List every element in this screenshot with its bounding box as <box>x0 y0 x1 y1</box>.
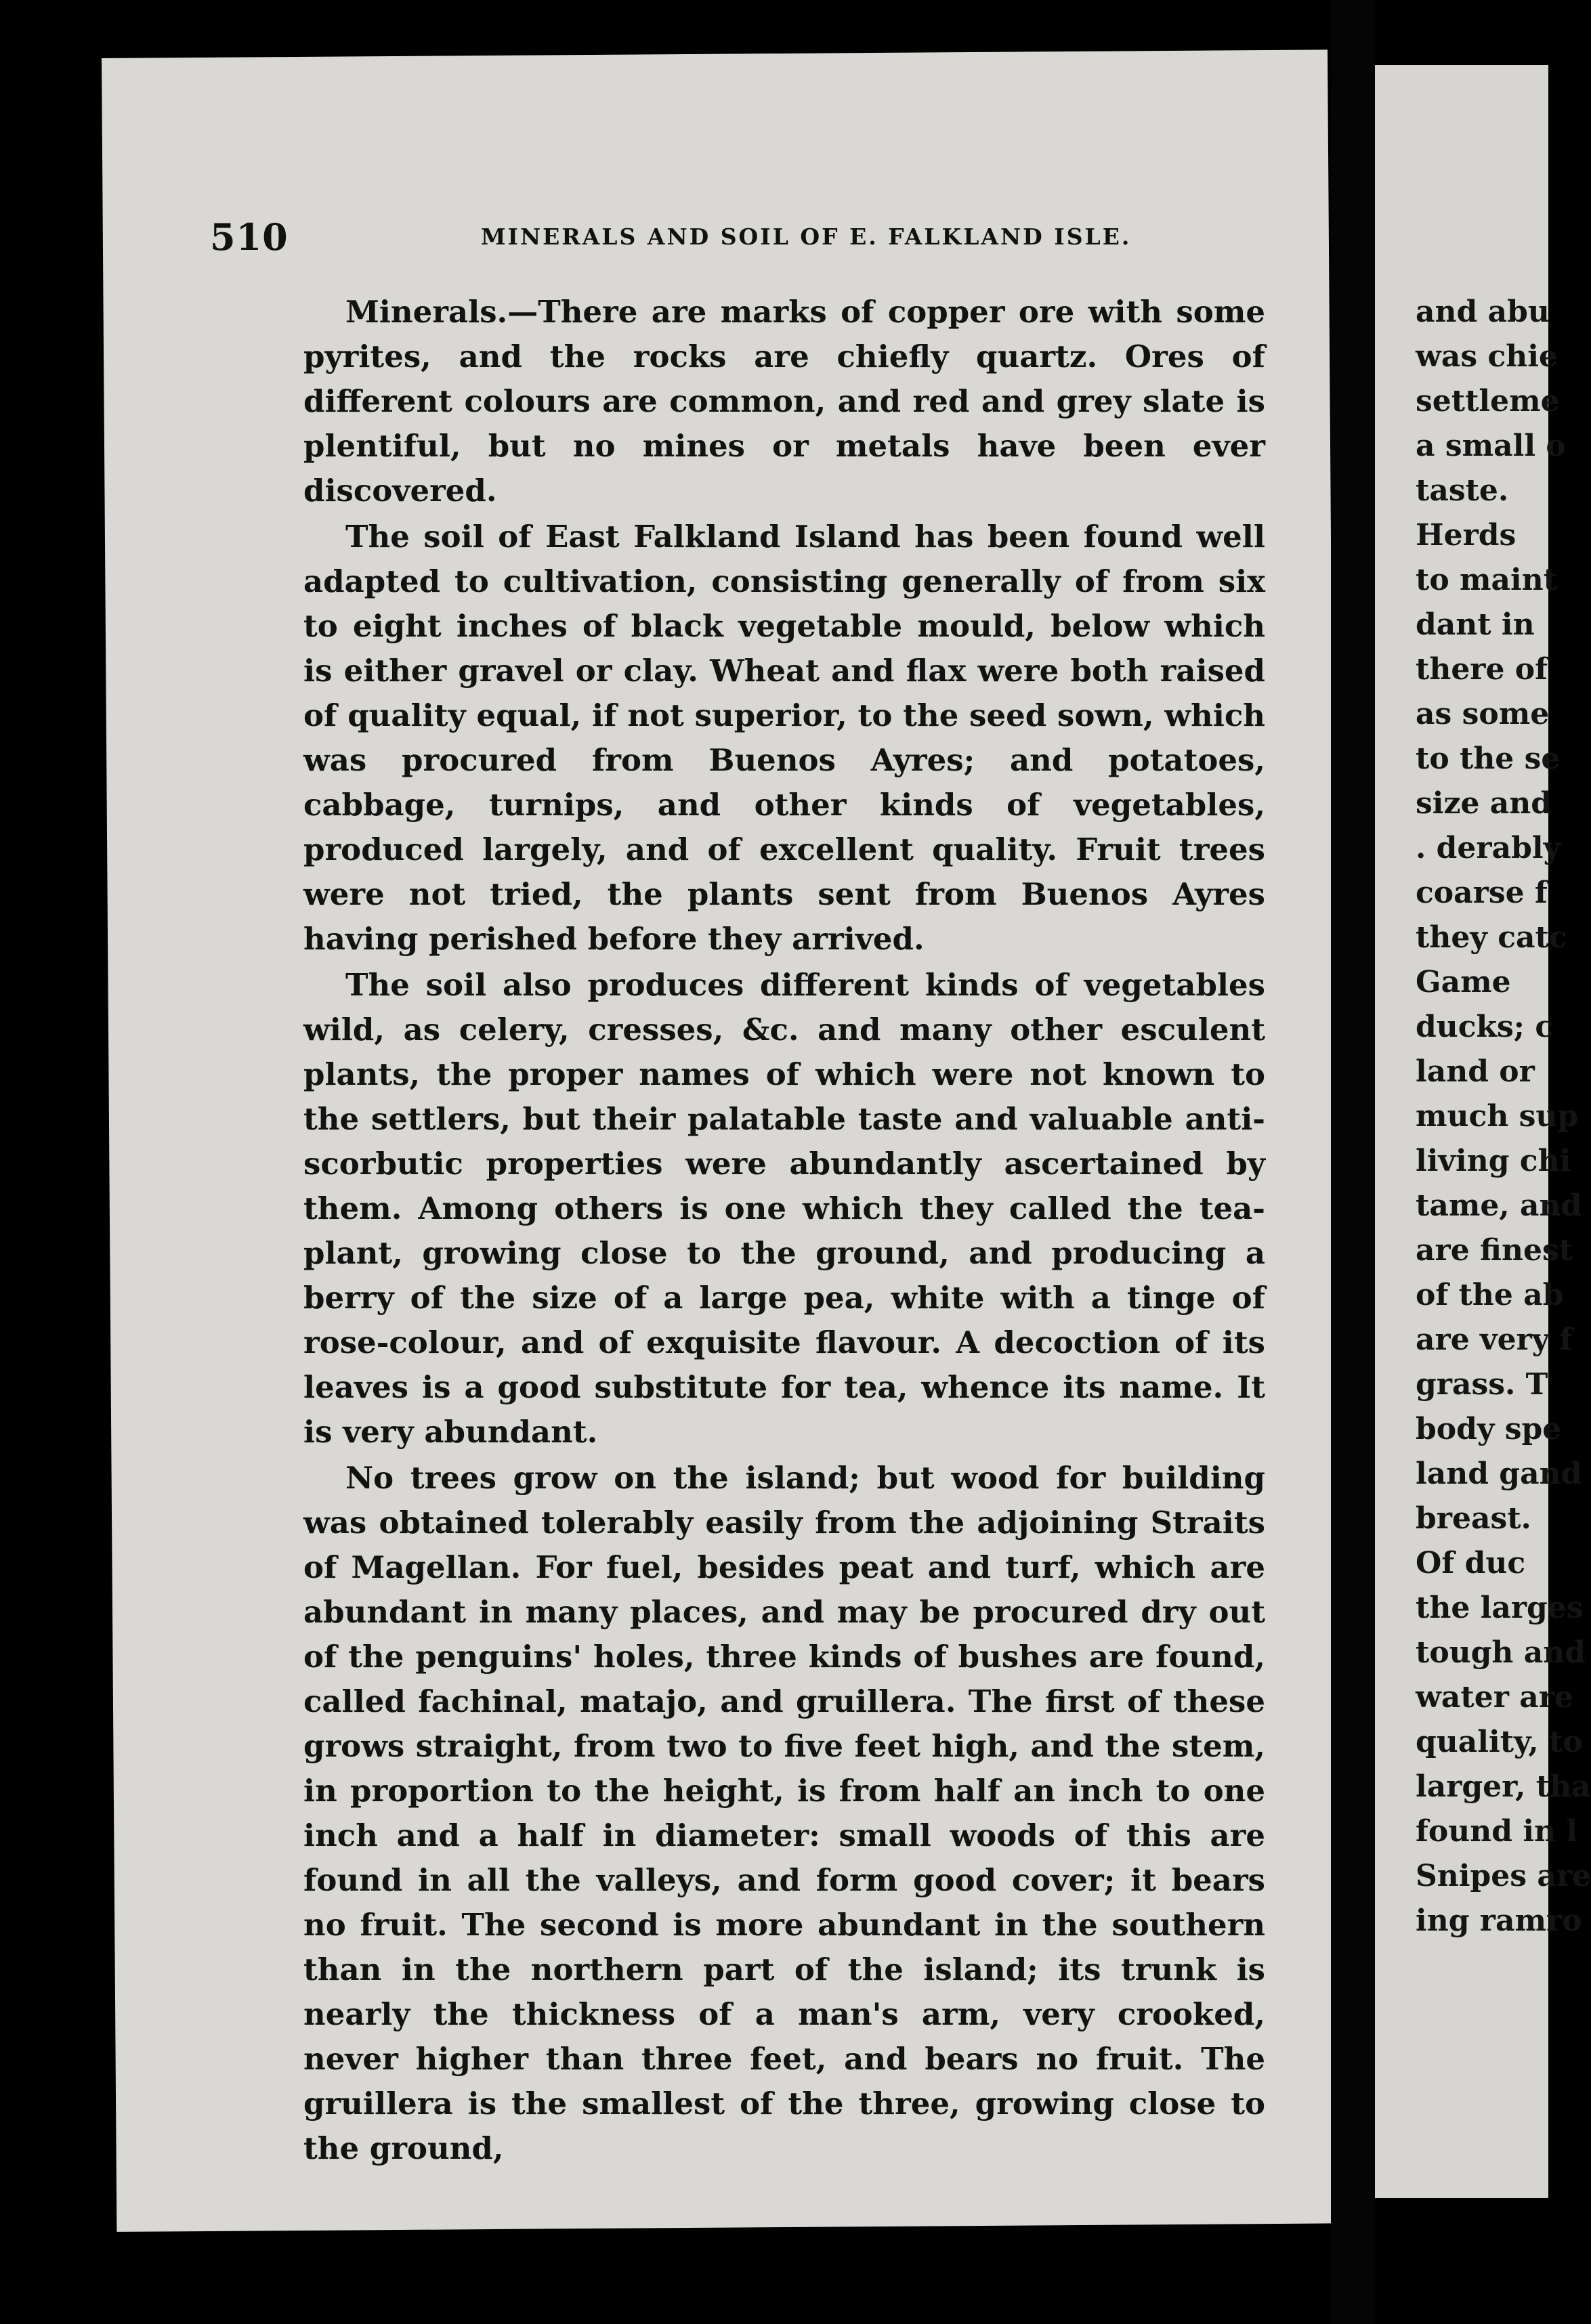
right-page-line: tough and <box>1416 1635 1586 1670</box>
right-page-line: Herds <box>1416 518 1516 553</box>
right-page-line: ing ramro <box>1416 1903 1582 1938</box>
right-page-line: coarse f <box>1416 876 1548 910</box>
right-page-line: quality, to <box>1416 1725 1583 1759</box>
right-page-line: and abu <box>1416 295 1550 329</box>
paragraph-trees-fuel: No trees grow on the island; but wood for building was obtained tolerably easily from the adjoining Straits of Magellan. For fuel, besides peat and turf, which are abundant in many places, and may be procured dry out of the penguins' holes, three kinds of bushes are found, called fachinal, matajo, and gruillera. The first of these grows straight, from two to five feet high, and the stem, in proportion to the height, is from half an inch to one inch and a half in diameter: small woods of this are found in all the valleys, and form good cover; it bears no fruit. The second is more abundant in the southern than in the northern part of the island; its trunk is nearly the thickness of a man's arm, very crooked, never higher than three feet, and bears no fruit. The gruillera is the smallest of the three, growing close to the ground, <box>303 1460 1265 2166</box>
right-page-line: to maint <box>1416 563 1558 597</box>
right-page-line: larger, tha <box>1416 1769 1591 1804</box>
book-gutter <box>1331 0 1375 2324</box>
right-page-line: living chi <box>1416 1144 1571 1178</box>
page-number: 510 <box>210 215 289 259</box>
right-page-line: grass. T <box>1416 1367 1548 1402</box>
right-page-line: there of <box>1416 652 1548 687</box>
right-page-line: Of duc <box>1416 1546 1526 1580</box>
right-page-line: of the ab <box>1416 1278 1564 1312</box>
right-page-line: land or <box>1416 1054 1535 1089</box>
right-page-line: taste. <box>1416 473 1509 508</box>
right-page-line: tame, and <box>1416 1188 1582 1223</box>
right-page-line: water are <box>1416 1680 1573 1715</box>
right-page-line: ducks; c <box>1416 1010 1554 1044</box>
right-page-line: a small o <box>1416 429 1566 463</box>
running-head: MINERALS AND SOIL OF E. FALKLAND ISLE. <box>481 223 1132 250</box>
paragraph-minerals: Minerals.—There are marks of copper ore with some pyrites, and the rocks are chiefly quartz. Ores of different colours are common, and red and grey slate is plentiful, but no mines or metals have been ever discovered. <box>303 294 1265 509</box>
right-page-line: body spe <box>1416 1412 1562 1446</box>
right-page-line: dant in <box>1416 607 1535 642</box>
right-page-line: was chie <box>1416 339 1558 374</box>
right-page-line: found in l <box>1416 1814 1578 1849</box>
right-page-line: land gand <box>1416 1457 1582 1491</box>
right-page-line: the larges <box>1416 1591 1584 1625</box>
right-page-line: Game <box>1416 965 1511 999</box>
right-page-line: as some <box>1416 697 1550 731</box>
right-page-line: to the se <box>1416 741 1561 776</box>
right-page-line: settleme <box>1416 384 1560 418</box>
right-page-text <box>1416 290 1591 1943</box>
paragraph-soil: The soil of East Falkland Island has been found well adapted to cultivation, consisting generally of from six to eight inches of black vegetable mould, below which is either gravel or clay. Wheat and flax were both raised of quality equal, if not superior, to the seed sown, which was procured from Buenos Ayres; and potatoes, cabbage, turnips, and other kinds of vegetables, produced largely, and of excellent quality. Fruit trees were not tried, the plants sent from Buenos Ayres having perished before they arrived. <box>303 519 1265 957</box>
right-page-line: . derably <box>1416 831 1561 865</box>
right-page-line: Snipes are <box>1416 1859 1591 1893</box>
right-page-line: are very f <box>1416 1322 1573 1357</box>
right-page-line: are finest <box>1416 1233 1573 1268</box>
right-page-line: breast. <box>1416 1501 1531 1536</box>
right-page-line: much sup <box>1416 1099 1579 1134</box>
paragraph-wild-vegetables: The soil also produces different kinds of vegetables wild, as celery, cresses, &c. and many other esculent plants, the proper names of which were not known to the settlers, but their palatable taste and valuable anti-scorbutic properties were abundantly ascertained by them. Among others is one which they called the tea-plant, growing close to the ground, and producing a berry of the size of a large pea, white with a tinge of rose-colour, and of exquisite flavour. A decoction of its leaves is a good substitute for tea, whence its name. It is very abundant. <box>303 967 1265 1450</box>
right-page-line: they catc <box>1416 920 1567 955</box>
right-page-line: size and <box>1416 786 1552 821</box>
page-header <box>210 215 1239 259</box>
body-text <box>303 290 1265 2171</box>
